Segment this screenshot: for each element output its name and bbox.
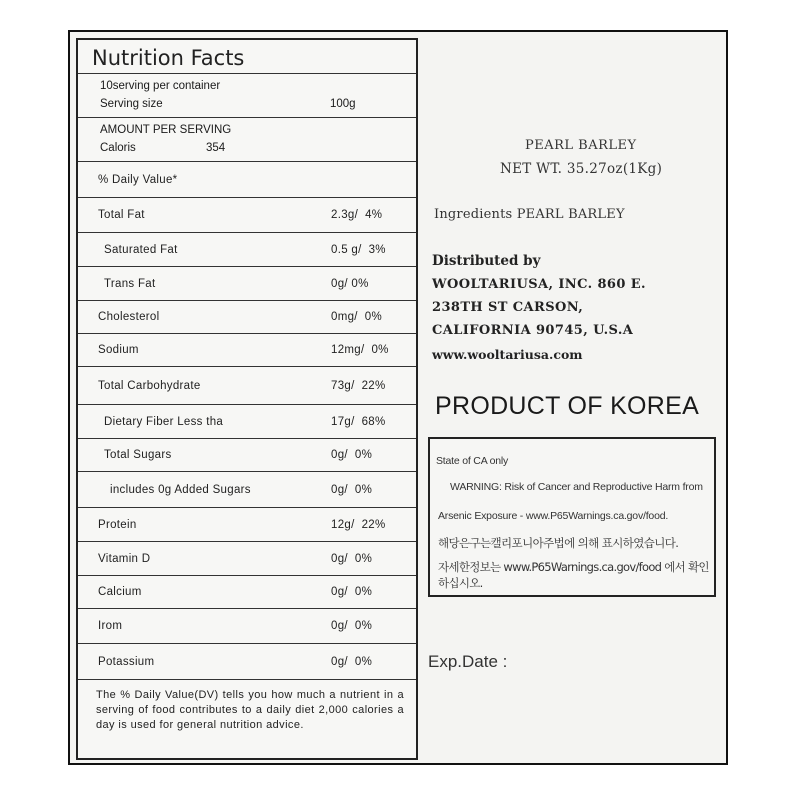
nutrient-value: 0g/ 0%	[331, 552, 373, 565]
nutrient-value: 0mg/ 0%	[331, 311, 382, 323]
address-line-3: CALIFORNIA 90745, U.S.A	[432, 323, 634, 338]
product-origin: PRODUCT OF KOREA	[435, 392, 700, 420]
nutrient-row	[78, 267, 416, 301]
nutrition-facts-title: Nutrition Facts	[78, 40, 416, 74]
nutrient-row	[78, 233, 416, 267]
serving-info	[78, 74, 416, 118]
nutrient-row	[78, 439, 416, 472]
nutrient-value: 0g/ 0%	[331, 483, 373, 496]
nutrient-label: Vitamin D	[98, 552, 151, 565]
nutrient-value: 2.3g/ 4%	[331, 209, 383, 221]
nutrition-facts-panel	[76, 38, 418, 760]
calories-label: Caloris	[100, 142, 136, 154]
nutrient-label: Cholesterol	[98, 311, 160, 323]
nutrient-value: 12g/ 22%	[331, 518, 386, 531]
nutrient-row	[78, 644, 416, 680]
warning-text: WARNING: Risk of Cancer and Reproductive Harm from	[450, 481, 703, 493]
nutrient-row	[78, 576, 416, 609]
calories-value: 354	[206, 142, 226, 154]
address-line-2: 238TH ST CARSON,	[432, 300, 584, 315]
nutrient-label: Total Sugars	[104, 449, 172, 461]
nutrient-row	[78, 367, 416, 405]
nutrient-row	[78, 508, 416, 542]
daily-value-footnote: The % Daily Value(DV) tells you how much a nutrient in a serving of food contributes to a daily diet 2,000 calories a day is used for general nutrition advice.	[96, 689, 404, 731]
nutrient-label: Calcium	[98, 586, 142, 598]
serving-size-label: Serving size	[100, 98, 163, 110]
nutrient-rows	[78, 198, 416, 680]
product-name: PEARL BARLEY	[525, 138, 637, 153]
nutrient-value: 12mg/ 0%	[331, 344, 389, 356]
nutrient-row	[78, 542, 416, 576]
amount-per-serving: AMOUNT PER SERVING	[100, 124, 232, 136]
expiration-date: Exp.Date :	[428, 652, 508, 671]
daily-value-header: % Daily Value*	[98, 173, 178, 186]
nutrient-value: 0.5 g/ 3%	[331, 243, 386, 256]
warning-arsenic: Arsenic Exposure - www.P65Warnings.ca.gov/food.	[438, 510, 669, 522]
daily-value-header-row	[78, 162, 416, 198]
nutrient-row	[78, 198, 416, 233]
nutrient-label: Total Carbohydrate	[98, 379, 201, 392]
nutrient-value: 0g/ 0%	[331, 620, 373, 632]
calories-info	[78, 118, 416, 162]
serving-size-value: 100g	[330, 98, 356, 110]
nutrient-value: 0g/ 0%	[331, 277, 369, 290]
nutrient-value: 73g/ 22%	[331, 379, 386, 392]
nutrient-label: includes 0g Added Sugars	[110, 483, 251, 496]
distributed-by: Distributed by	[432, 253, 541, 269]
nutrient-row	[78, 334, 416, 367]
nutrient-value: 17g/ 68%	[331, 415, 386, 428]
website: www.wooltariusa.com	[432, 347, 583, 362]
nutrient-label: Total Fat	[98, 209, 145, 221]
net-weight: NET WT. 35.27oz(1Kg)	[500, 161, 663, 177]
nutrient-row	[78, 609, 416, 644]
warning-state: State of CA only	[436, 455, 509, 467]
nutrient-row	[78, 472, 416, 508]
ingredients: Ingredients PEARL BARLEY	[434, 207, 625, 222]
product-label	[68, 30, 728, 765]
nutrient-label: Protein	[98, 518, 137, 531]
nutrient-value: 0g/ 0%	[331, 655, 373, 668]
nutrient-label: Dietary Fiber Less tha	[104, 415, 224, 428]
nutrient-value: 0g/ 0%	[331, 586, 373, 598]
servings-per-container: 10serving per container	[100, 80, 221, 92]
warning-korean-2: 자세한정보는 www.P65Warnings.ca.gov/food 에서 확인하십시오.	[438, 560, 709, 590]
prop65-warning-box	[428, 437, 716, 597]
nutrient-row	[78, 301, 416, 334]
warning-korean-1: 해당은구는캘리포니아주법에 의해 표시하였습니다.	[438, 536, 679, 550]
nutrient-label: Saturated Fat	[104, 243, 178, 256]
nutrient-value: 0g/ 0%	[331, 449, 373, 461]
nutrient-row	[78, 405, 416, 439]
nutrient-label: Potassium	[98, 655, 155, 668]
address-line-1: WOOLTARIUSA, INC. 860 E.	[432, 277, 646, 292]
nutrient-label: Trans Fat	[104, 277, 156, 290]
nutrient-label: Irom	[98, 620, 123, 632]
nutrient-label: Sodium	[98, 344, 139, 356]
